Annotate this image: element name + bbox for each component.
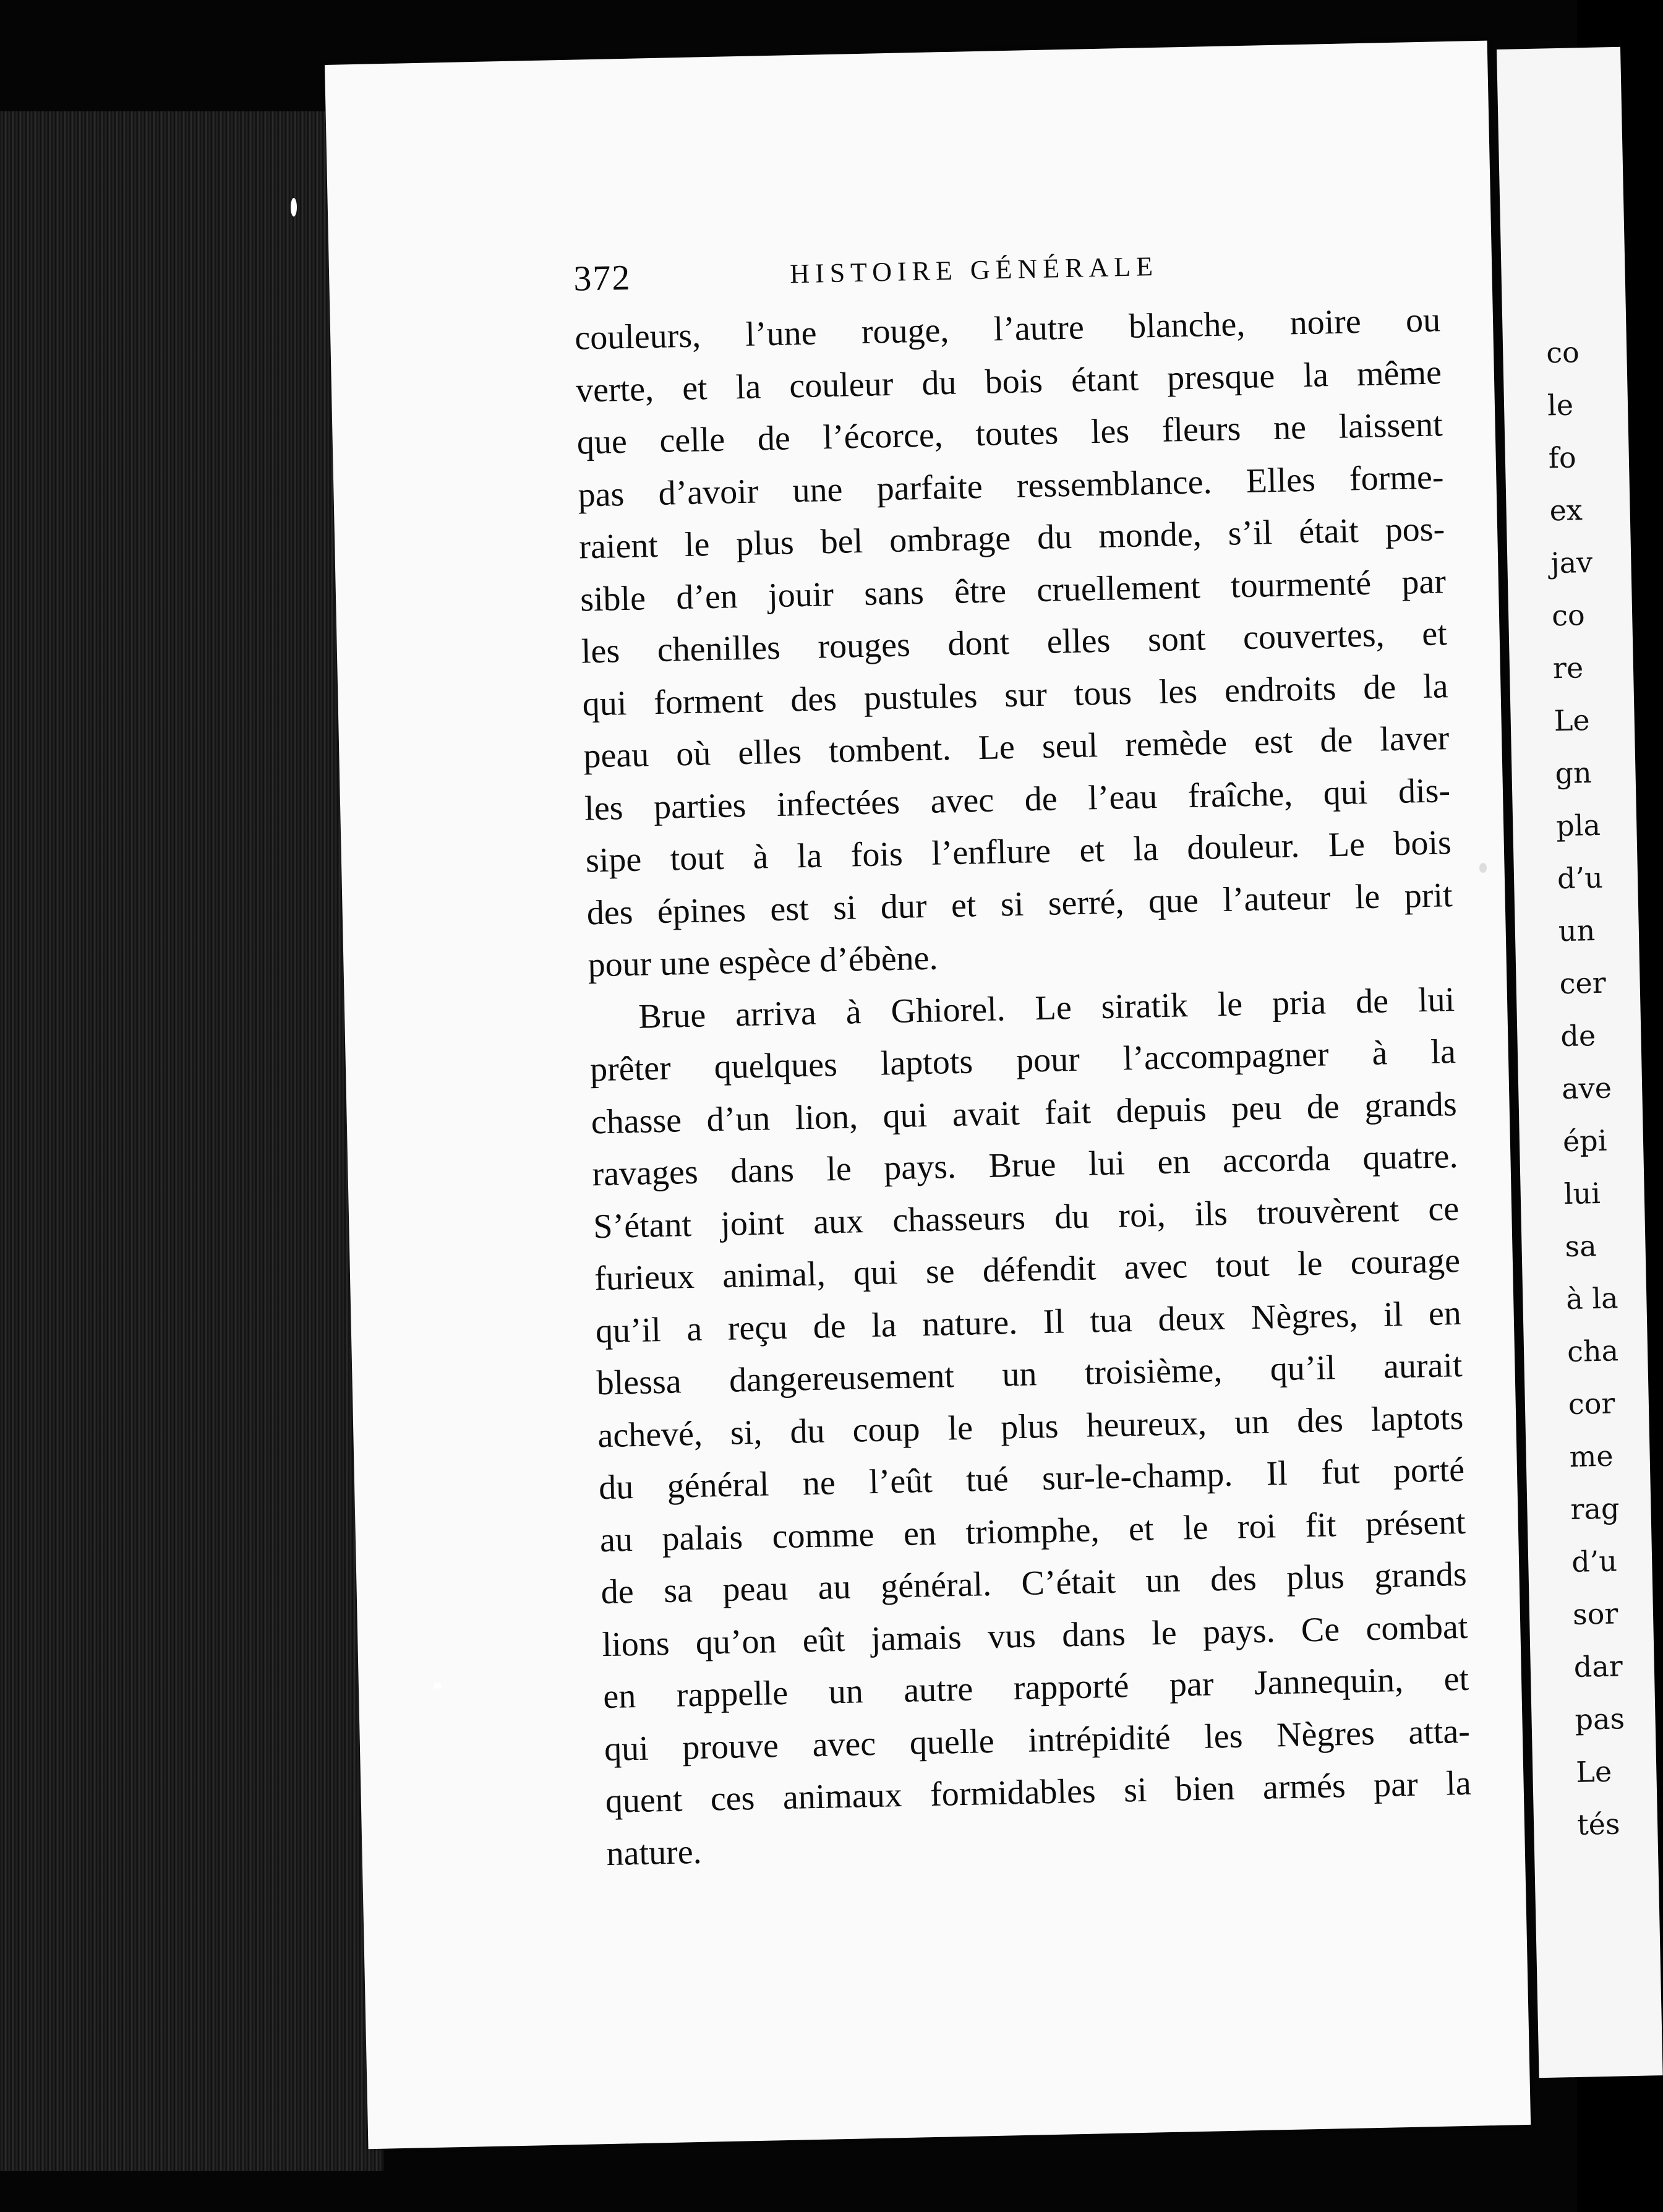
facing-page-fragment: re <box>1552 651 1584 685</box>
text-line: nature. <box>606 1832 703 1873</box>
text-line: au palais comme en triomphe, et le roi fit présent <box>599 1503 1466 1559</box>
text-line: sible d’en jouir sans être cruellement tourmenté par <box>579 562 1447 619</box>
text-line: S’étant joint aux chasseurs du roi, ils trouvèrent ce <box>592 1189 1460 1246</box>
facing-page-fragment: gn <box>1554 756 1592 791</box>
text-line: chasse d’un lion, qui avait fait depuis peu de grands <box>591 1084 1458 1141</box>
body-text <box>574 294 1473 1880</box>
text-line: lions qu’on eût jamais vus dans le pays. Ce combat <box>601 1607 1468 1664</box>
book-page <box>325 41 1531 2150</box>
facing-page-fragment: pla <box>1555 808 1601 843</box>
text-line: raient le plus bel ombrage du monde, s’il était pos- <box>578 510 1445 567</box>
text-line: que celle de l’écorce, toutes les fleurs ne laissent <box>576 405 1443 462</box>
text-line: les chenilles rouges dont elles sont couvertes, et <box>581 614 1448 671</box>
text-line: qui prouve avec quelle intrépidité les Nègres atta- <box>604 1712 1471 1768</box>
facing-page-fragment: cha <box>1567 1334 1619 1369</box>
text-line: prêter quelques laptots pour l’accompagner à la <box>589 1032 1456 1089</box>
facing-page-fragment: épi <box>1562 1123 1607 1159</box>
text-line: achevé, si, du coup le plus heureux, un des laptots <box>597 1398 1464 1455</box>
text-line: du général ne l’eût tué sur-le-champ. Il fut porté <box>598 1450 1465 1507</box>
facing-page-fragment: de <box>1560 1019 1596 1053</box>
text-line: verte, et la couleur du bois étant presque la même <box>575 353 1442 410</box>
facing-page-fragment: cor <box>1568 1386 1615 1421</box>
book-edge <box>0 111 383 2171</box>
text-line: qu’il a reçu de la nature. Il tua deux Nègres, il en <box>595 1293 1462 1350</box>
text-line: pour une espèce d’ébène. <box>587 938 939 985</box>
text-line: de sa peau au général. C’était un des plus grands <box>601 1554 1468 1612</box>
text-line: ravages dans le pays. Brue lui en accorda quatre. <box>592 1137 1458 1194</box>
text-line: les parties infectées avec de l’eau fraîche, qui dis- <box>584 771 1451 828</box>
text-line: peau où elles tombent. Le seul remède est de laver <box>583 719 1450 776</box>
paragraph <box>588 974 1473 1880</box>
facing-page-fragment: Le <box>1575 1754 1612 1789</box>
facing-page-fragment: pas <box>1575 1702 1625 1736</box>
running-title: HISTOIRE GÉNÉRALE <box>789 251 1159 289</box>
facing-page-fragment: lui <box>1563 1176 1601 1211</box>
facing-page-fragment: rag <box>1570 1491 1620 1527</box>
text-line: Brue arriva à Ghiorel. Le siratik le pria de lui <box>638 980 1455 1036</box>
facing-page-fragment: ex <box>1549 493 1583 528</box>
facing-page-fragment: à la <box>1565 1281 1619 1316</box>
text-line: furieux animal, qui se défendit avec tout le courage <box>594 1241 1461 1298</box>
facing-page-fragment: fo <box>1548 440 1577 475</box>
facing-page-fragment: tés <box>1576 1807 1621 1841</box>
text-line: blessa dangereusement un troisième, qu’il aurait <box>596 1345 1463 1403</box>
facing-page-fragment: me <box>1569 1439 1614 1474</box>
text-line: sipe tout à la fois l’enflure et la douleur. Le bois <box>585 823 1452 880</box>
facing-page-fragment: d’u <box>1557 860 1604 896</box>
facing-page-fragment: ave <box>1561 1071 1612 1106</box>
paragraph <box>574 294 1454 992</box>
facing-page-fragment: co <box>1545 335 1580 370</box>
facing-page-fragment: un <box>1558 913 1596 948</box>
text-line: quent ces animaux formidables si bien armés par la <box>605 1764 1472 1821</box>
facing-page-fragment: co <box>1551 598 1586 633</box>
facing-page-fragment: sa <box>1564 1229 1597 1264</box>
facing-page-fragment: dar <box>1573 1649 1623 1684</box>
facing-page-fragment: le <box>1547 388 1574 422</box>
page-number: 372 <box>573 257 631 299</box>
scan-speck <box>1479 863 1487 873</box>
facing-page-fragment: cer <box>1559 966 1607 1001</box>
text-line: couleurs, l’une rouge, l’autre blanche, noire ou <box>574 301 1441 358</box>
facing-page-fragment: sor <box>1572 1597 1618 1631</box>
facing-page-fragment: Le <box>1554 703 1591 738</box>
text-line: qui forment des pustules sur tous les endroits de la <box>582 666 1449 723</box>
scan-speck <box>433 1683 442 1689</box>
text-line: en rappelle un autre rapporté par Jannequin, et <box>602 1659 1469 1717</box>
scan-speck <box>291 198 297 216</box>
facing-page-fragment: jav <box>1550 545 1593 580</box>
text-line: pas d’avoir une parfaite ressemblance. Elles forme- <box>577 457 1444 515</box>
facing-page-fragment: d’u <box>1571 1544 1618 1579</box>
text-line: des épines est si dur et si serré, que l’auteur le prit <box>586 875 1453 932</box>
page-text-block <box>573 239 1473 1880</box>
facing-page-text-fragments <box>1502 326 1630 1853</box>
